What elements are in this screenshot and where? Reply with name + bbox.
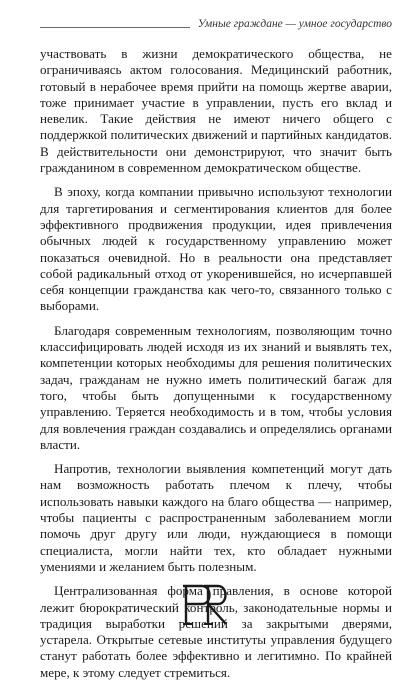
running-header [40, 14, 392, 34]
paragraph-3: Благодаря современным технологиям, позволяющим точно классифицировать людей исходя из их знаний и выявлять тех, компетенции которых необходимы для решения политических задач, гражданам не нужно иметь политический багаж для того, чтобы быть допущенными к государственному управлению. Теряется необходимость и в том, чтобы условия для вовлечения граждан создавались и определялись органами власти. [40, 322, 392, 452]
publisher-monogram-icon [180, 582, 232, 628]
publisher-monogram-logo [180, 582, 232, 628]
running-header-title: Умные граждане — умное государство [190, 18, 392, 30]
paragraph-4: Напротив, технологии выявления компетенций могут дать нам возможность работать плечом к плечу, чтобы использовать навыки каждого на благо общества — например, чтобы пациенты с распространенным заболеванием могли помочь друг другу или люди, нуждающиеся в помощи специалиста, могли найти тех, кто обладает нужными умениями и желанием быть полезным. [40, 461, 392, 574]
paragraph-2: В эпоху, когда компании привычно используют технологии для таргетирования и сегментирования клиентов для более эффективного продвижения продукции, идея привлечения обычных людей к государственному управлению может показаться очевидной. Но в реальности она представляет собой радикальный отход от укоренившейся, но исчерпавшей себя концепции гражданства как чего-то, связанного только с выборами. [40, 184, 392, 314]
paragraph-1: участвовать в жизни демократического общества, не ограничиваясь актом голосования. Медицинский работник, готовый в нерабочее время прийти на помощь жертве аварии, тоже принимает участие в управлении, пусть его вклад и невелик. Такие действия не имеют ничего общего с поддержкой политических движений и партийных кандидатов. В действительности они демонстрируют, что значит быть гражданином в современном демократическом обществе. [40, 46, 392, 176]
paragraph-5: Централизованная форма правления, в основе которой лежит бюрократический контроль, законодательные нормы и традиция выработки решений за закрытыми дверями, устарела. Открытые сетевые институты управления будущего станут работать более эффективно и легитимно. По крайней мере, к этому следует стремиться. [40, 583, 392, 680]
